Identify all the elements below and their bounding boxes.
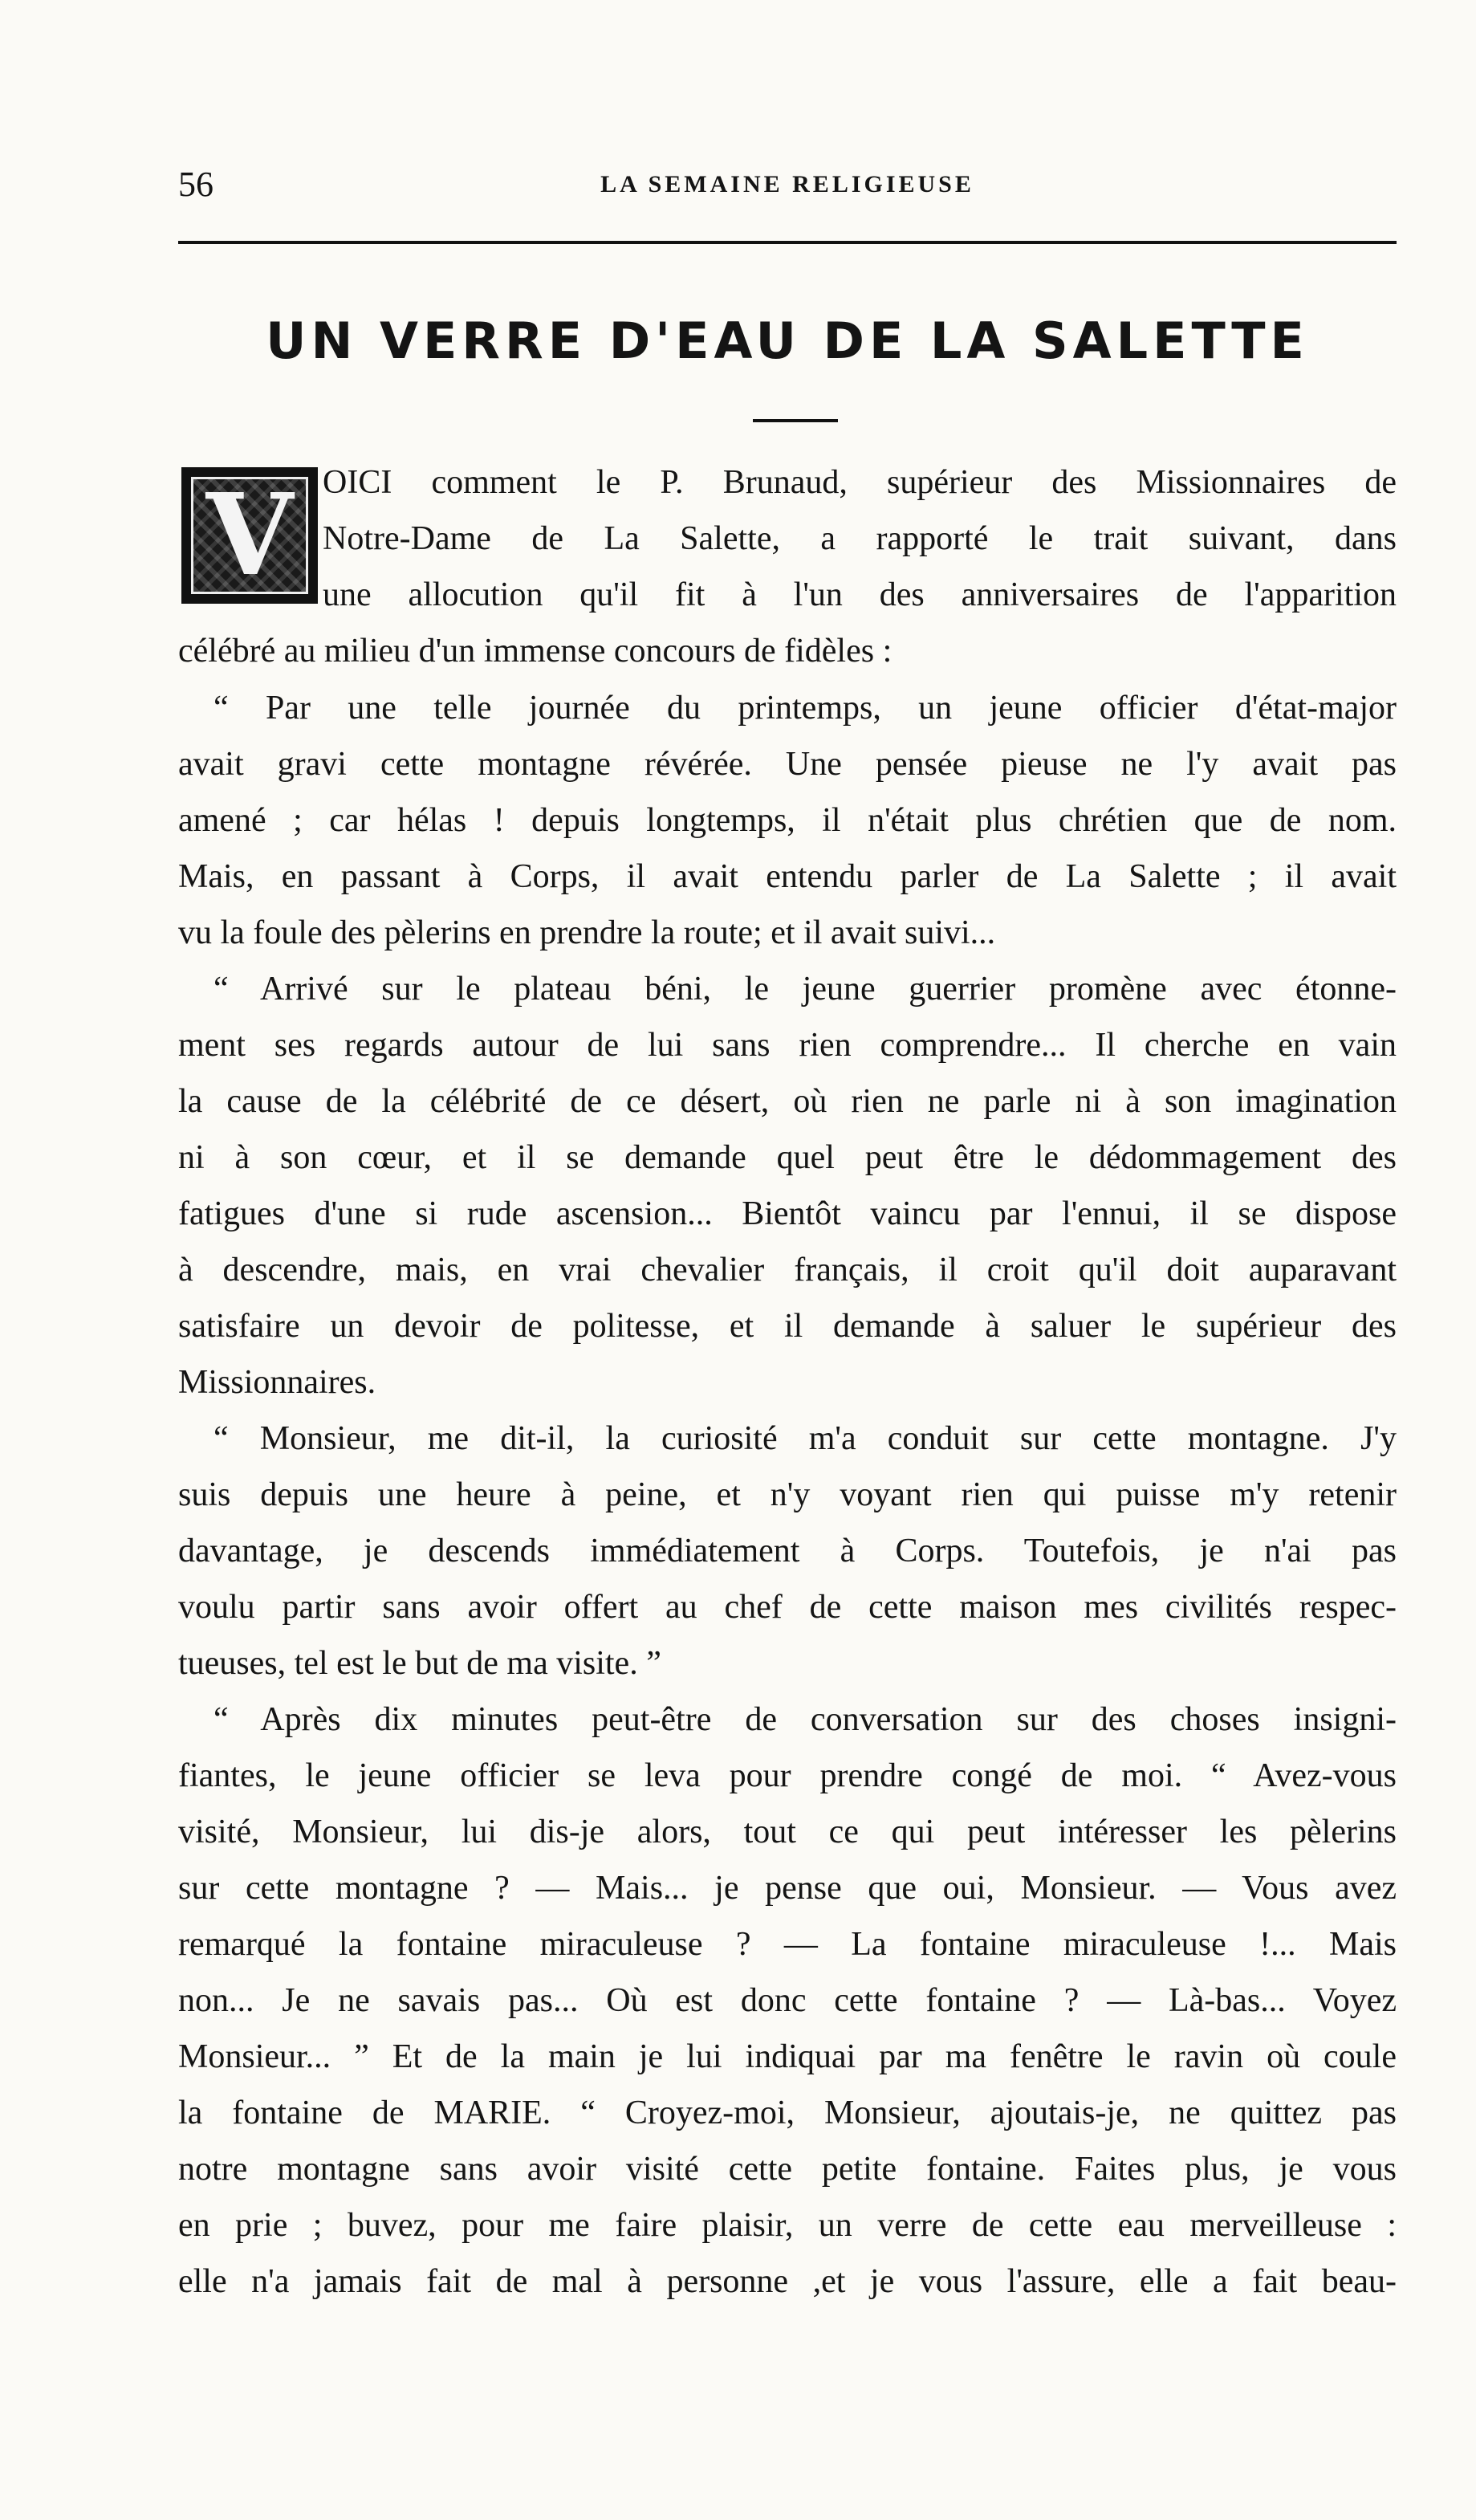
drop-cap-letter: V: [191, 477, 308, 594]
text-line: “ Après dix minutes peut-être de conversation sur des choses insigni-: [213, 1701, 1397, 1738]
paragraph-4: [178, 1692, 1397, 2310]
text-line: la cause de la célébrité de ce désert, où rien ne parle ni à son imagination: [178, 1083, 1397, 1120]
text-line: amené ; car hélas ! depuis longtemps, il n'était plus chrétien que de nom.: [178, 802, 1397, 839]
text-line: la fontaine de MARIE. “ Croyez-moi, Monsieur, ajoutais-je, ne quittez pas: [178, 2095, 1397, 2131]
text-line: avait gravi cette montagne révérée. Une pensée pieuse ne l'y avait pas: [178, 746, 1397, 783]
text-line: vu la foule des pèlerins en prendre la route; et il avait suivi...: [178, 914, 996, 951]
text-line: sur cette montagne ? — Mais... je pense que oui, Monsieur. — Vous avez: [178, 1870, 1397, 1907]
text-line: “ Arrivé sur le plateau béni, le jeune guerrier promène avec étonne-: [213, 971, 1397, 1008]
text-line: fiantes, le jeune officier se leva pour prendre congé de moi. “ Avez-vous: [178, 1757, 1397, 1794]
text-line: voulu partir sans avoir offert au chef de cette maison mes civilités respec-: [178, 1589, 1397, 1626]
text-line: Mais, en passant à Corps, il avait entendu parler de La Salette ; il avait: [178, 858, 1397, 895]
paragraph-2: [178, 961, 1397, 1411]
text-line: Monsieur... ” Et de la main je lui indiquai par ma fenêtre le ravin où coule: [178, 2038, 1397, 2075]
text-line: fatigues d'une si rude ascension... Bientôt vaincu par l'ennui, il se dispose: [178, 1195, 1397, 1232]
running-head: [178, 161, 1397, 209]
text-line: satisfaire un devoir de politesse, et il demande à saluer le supérieur des: [178, 1308, 1397, 1345]
text-line: en prie ; buvez, pour me faire plaisir, un verre de cette eau merveilleuse :: [178, 2207, 1397, 2244]
text-line: “ Par une telle journée du printemps, un jeune officier d'état-major: [213, 690, 1397, 727]
text-line: suis depuis une heure à peine, et n'y voyant rien qui puisse m'y retenir: [178, 1476, 1397, 1513]
intro-paragraph: [178, 454, 1397, 679]
text-line: visité, Monsieur, lui dis-je alors, tout ce qui peut intéresser les pèlerins: [178, 1814, 1397, 1850]
text-line: OICI comment le P. Brunaud, supérieur des Missionnaires de: [323, 464, 1397, 501]
text-line: elle n'a jamais fait de mal à personne ,et je vous l'assure, elle a fait beau-: [178, 2263, 1397, 2300]
text-line: non... Je ne savais pas... Où est donc cette fontaine ? — Là-bas... Voyez: [178, 1982, 1397, 2019]
article-title: UN VERRE D'EAU DE LA SALETTE: [266, 311, 1309, 370]
text-line: notre montagne sans avoir visité cette petite fontaine. Faites plus, je vous: [178, 2151, 1397, 2188]
text-line: à descendre, mais, en vrai chevalier français, il croit qu'il doit auparavant: [178, 1252, 1397, 1288]
text-line: Notre-Dame de La Salette, a rapporté le trait suivant, dans: [323, 520, 1397, 557]
text-line: “ Monsieur, me dit-il, la curiosité m'a conduit sur cette montagne. J'y: [213, 1420, 1397, 1457]
paragraph-3: [178, 1411, 1397, 1692]
text-line: une allocution qu'il fit à l'un des anniversaires de l'apparition: [323, 576, 1397, 613]
header-rule: [178, 241, 1397, 244]
text-line: ment ses regards autour de lui sans rien comprendre... Il cherche en vain: [178, 1027, 1397, 1064]
text-line: ni à son cœur, et il se demande quel peut être le dédommagement des: [178, 1139, 1397, 1176]
text-line: célébré au milieu d'un immense concours de fidèles :: [178, 633, 893, 670]
text-line: Missionnaires.: [178, 1364, 376, 1401]
page-number: 56: [178, 165, 213, 204]
text-line: remarqué la fontaine miraculeuse ? — La fontaine miraculeuse !... Mais: [178, 1926, 1397, 1963]
journal-title: LA SEMAINE RELIGIEUSE: [600, 171, 974, 197]
text-line: davantage, je descends immédiatement à Corps. Toutefois, je n'ai pas: [178, 1533, 1397, 1569]
text-line: tueuses, tel est le but de ma visite. ”: [178, 1645, 661, 1682]
paragraph-1: [178, 680, 1397, 961]
title-separator: [753, 419, 838, 422]
